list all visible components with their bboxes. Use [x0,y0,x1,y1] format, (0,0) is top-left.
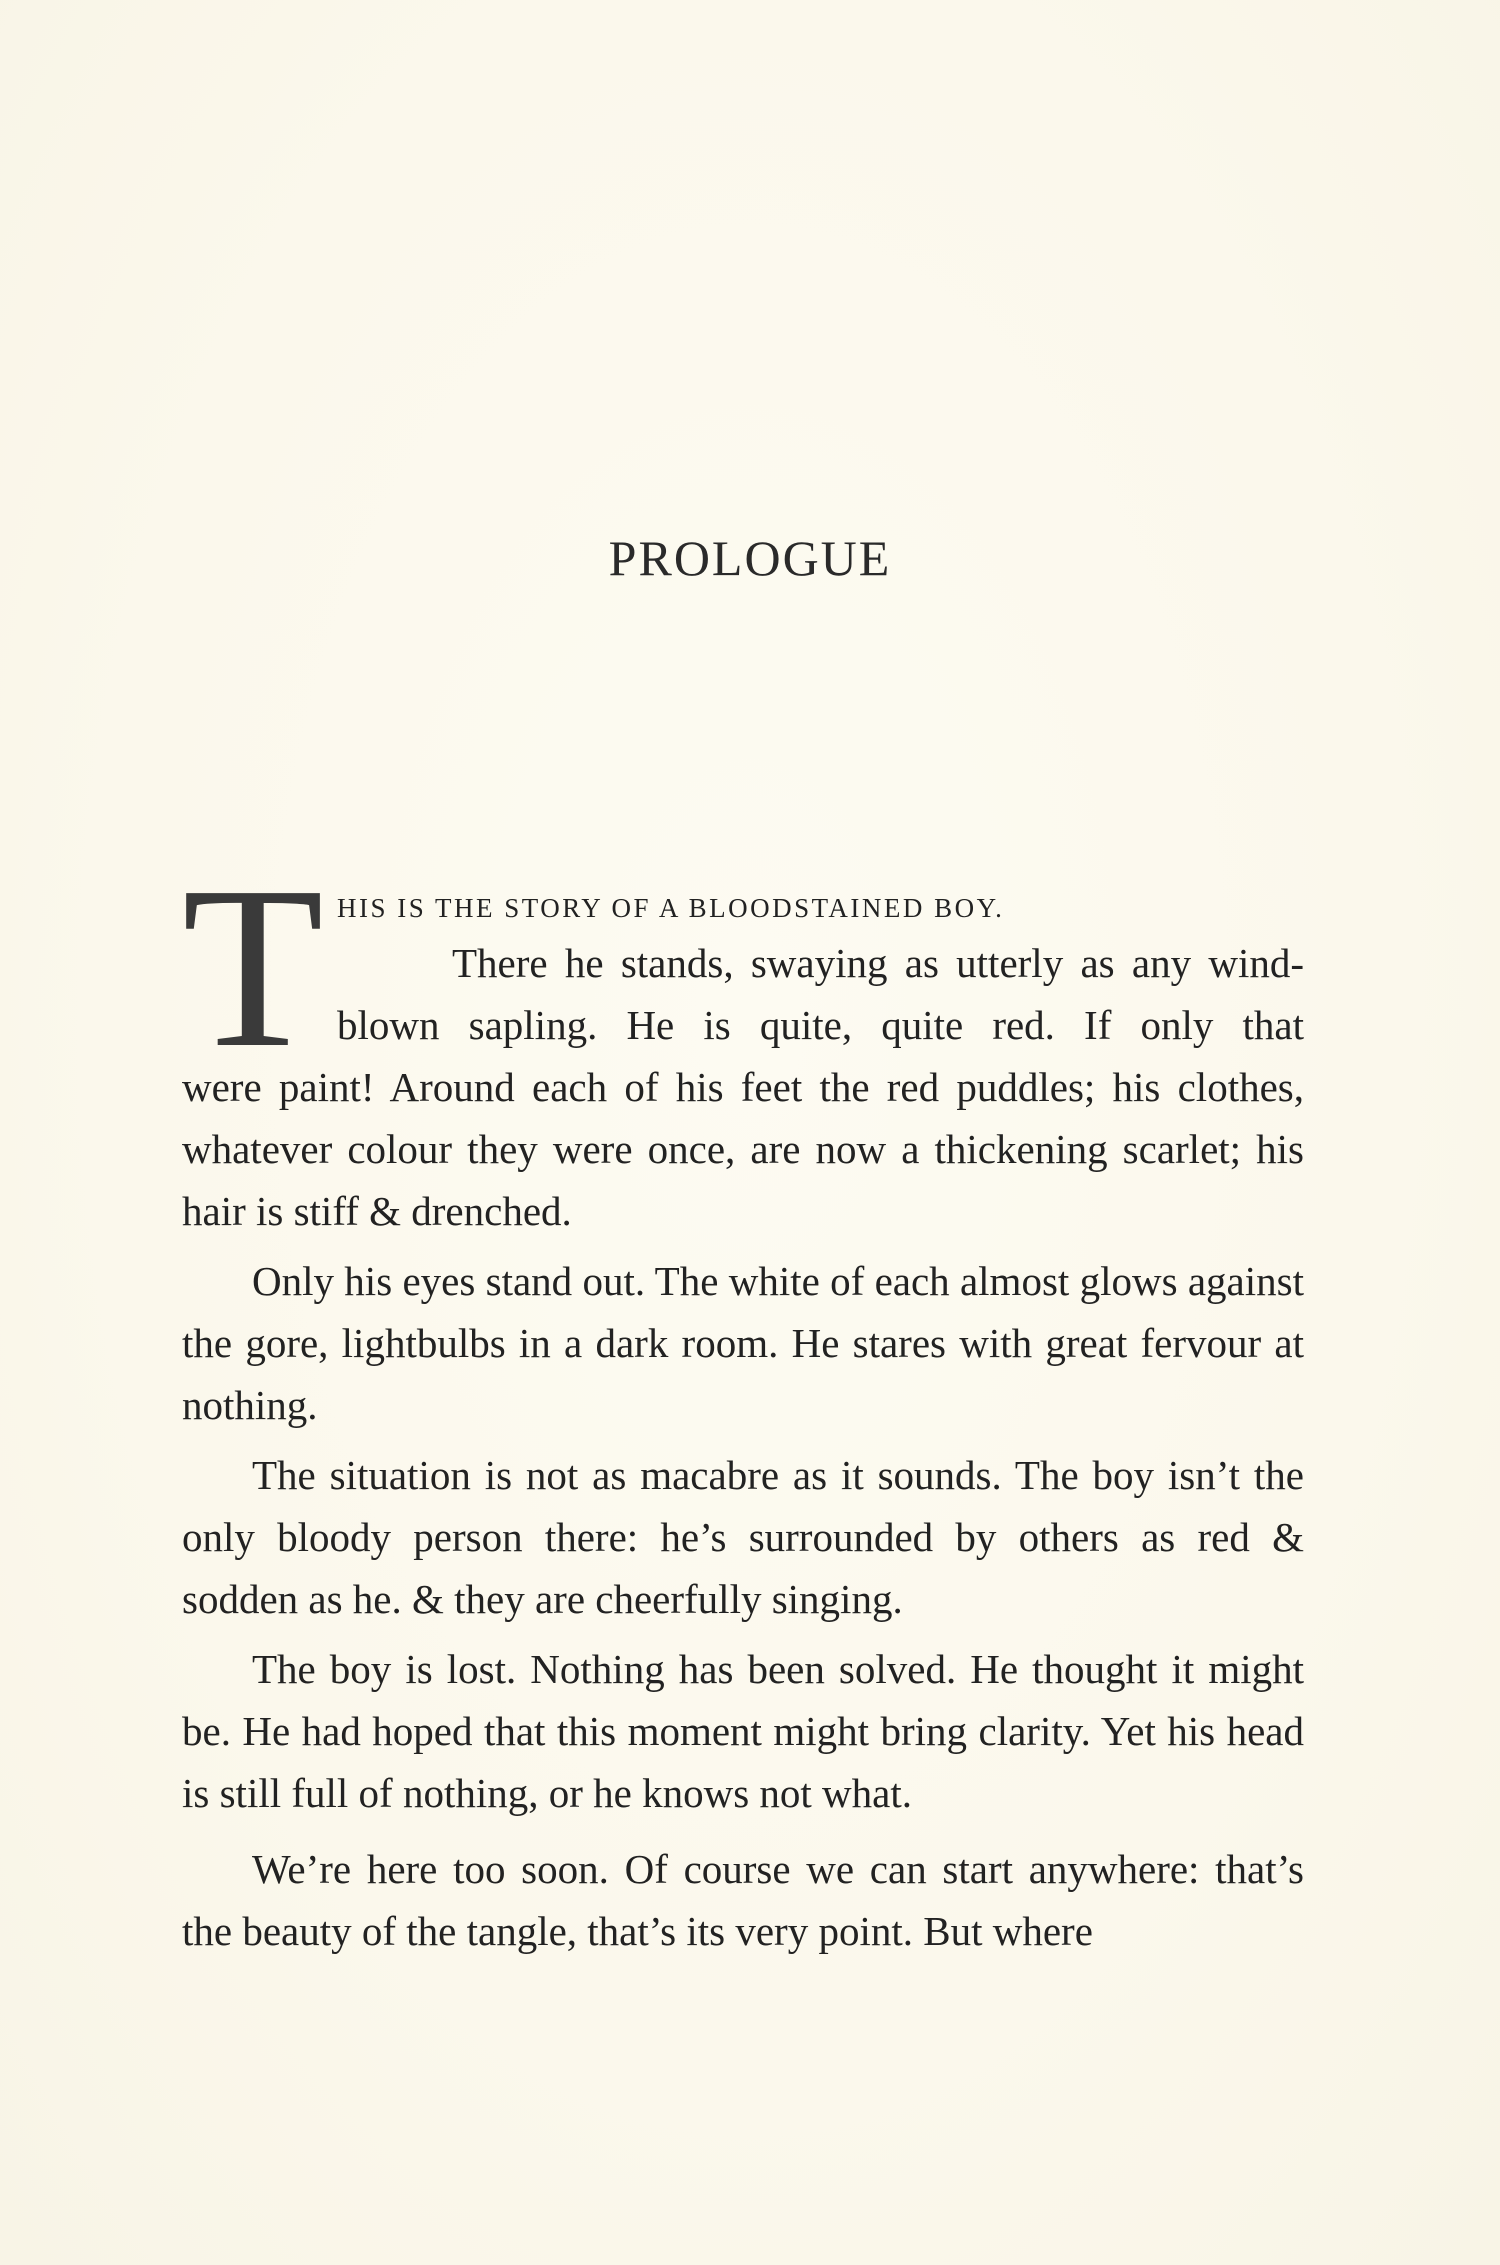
drop-cap: T [182,839,324,1096]
opening-paragraph [182,839,1304,1096]
body-text [182,839,1304,1962]
chapter-title: PROLOGUE [608,530,892,586]
paragraph: We’re here too soon. Of course we can start anywhere: that’s the beauty of the tangle, that’s its very point. But where [182,1846,1304,1954]
paragraph: The situation is not as macabre as it sounds. The boy isn’t the only bloody person there: he’s surrounded by others as red & sodden as he. & they are cheerfully singing. [182,1452,1304,1622]
opening-paragraph-continuation: were paint! Around each of his feet the red puddles; his clothes, whatever colour they were once, are now a thickening scarlet; his hair is stiff & drenched. [182,1064,1304,1234]
small-caps-lead-in: HIS IS THE STORY OF A BLOODSTAINED BOY. [337,893,1005,923]
paragraph: The boy is lost. Nothing has been solved. He thought it might be. He had hoped that this moment might bring clarity. Yet his head is still full of nothing, or he knows not what. [182,1646,1304,1816]
opening-line-2: blown sapling. He is quite, quite red. If only that [337,1002,1304,1048]
opening-line-1: There he stands, swaying as utterly as any wind- [452,940,1304,986]
paragraph: Only his eyes stand out. The white of each almost glows against the gore, lightbulbs in a dark room. He stares with great fervour at nothing. [182,1258,1304,1428]
